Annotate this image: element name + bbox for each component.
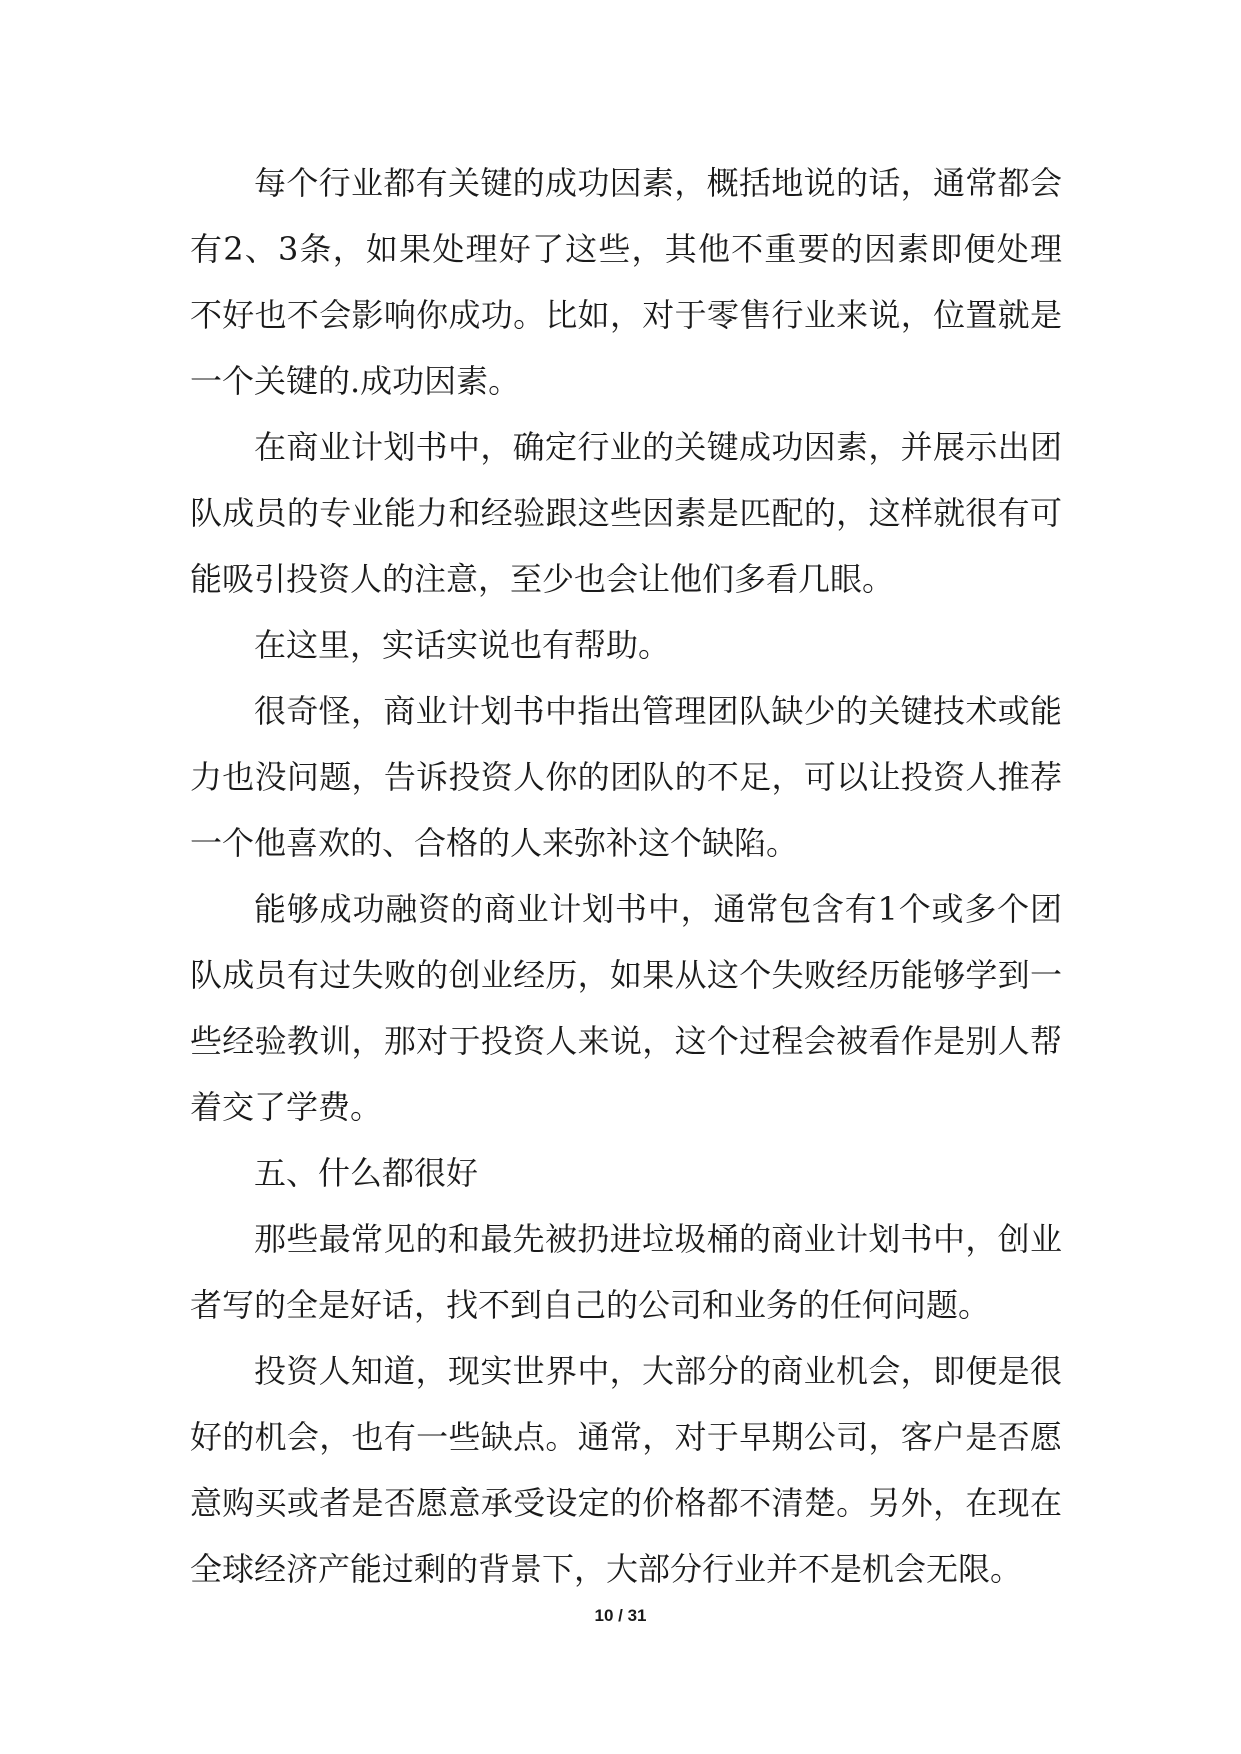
section-heading: 五、什么都很好 bbox=[254, 1154, 479, 1192]
paragraph: 那些最常见的和最先被扔进垃圾桶的商业计划书中，创业者写的全是好话，找不到自己的公司和业务的任何问题。 bbox=[190, 1220, 1062, 1324]
paragraph: 每个行业都有关键的成功因素，概括地说的话，通常都会有2、3条，如果处理好了这些，其他不重要的因素即便处理不好也不会影响你成功。比如，对于零售行业来说，位置就是一个关键的.成功因素。 bbox=[190, 164, 1062, 400]
paragraph: 投资人知道，现实世界中，大部分的商业机会，即便是很好的机会，也有一些缺点。通常，对于早期公司，客户是否愿意购买或者是否愿意承受设定的价格都不清楚。另外，在现在全球经济产能过剩的背景下，大部分行业并不是机会无限。 bbox=[190, 1352, 1062, 1588]
page-number: 10 / 31 bbox=[594, 1606, 647, 1625]
paragraph: 在商业计划书中，确定行业的关键成功因素，并展示出团队成员的专业能力和经验跟这些因素是匹配的，这样就很有可能吸引投资人的注意，至少也会让他们多看几眼。 bbox=[190, 428, 1062, 598]
paragraph: 在这里，实话实说也有帮助。 bbox=[254, 626, 671, 664]
document-body bbox=[190, 150, 1062, 1602]
paragraph: 很奇怪，商业计划书中指出管理团队缺少的关键技术或能力也没问题，告诉投资人你的团队的不足，可以让投资人推荐一个他喜欢的、合格的人来弥补这个缺陷。 bbox=[190, 692, 1062, 862]
paragraph: 能够成功融资的商业计划书中，通常包含有1个或多个团队成员有过失败的创业经历，如果从这个失败经历能够学到一些经验教训，那对于投资人来说，这个过程会被看作是别人帮着交了学费。 bbox=[190, 890, 1062, 1126]
